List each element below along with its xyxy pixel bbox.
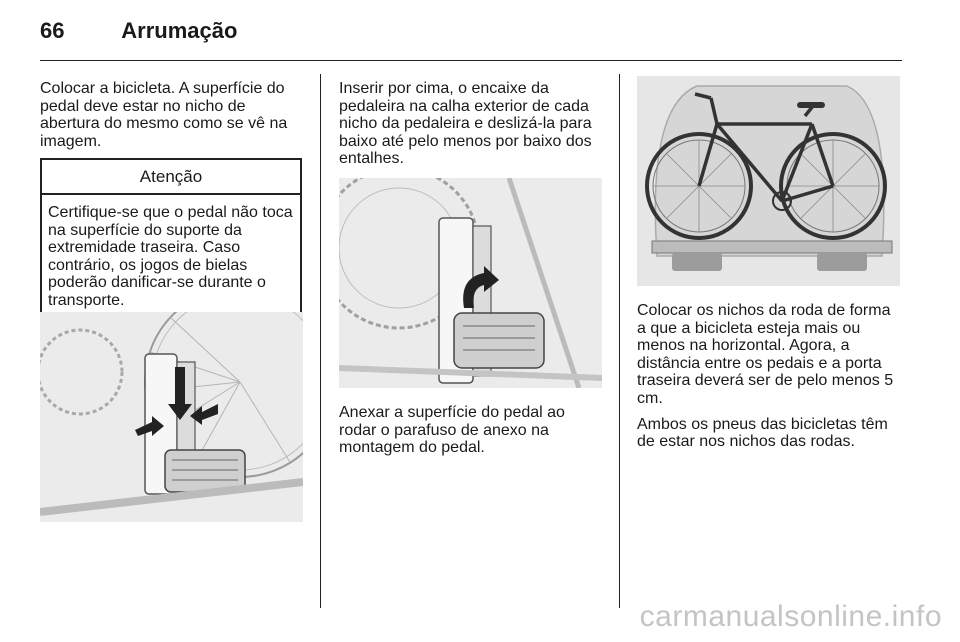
warning-box — [40, 158, 302, 319]
warning-title: Atenção — [42, 160, 300, 195]
column-divider-1 — [320, 74, 321, 608]
page-number: 66 — [40, 18, 65, 43]
column2-paragraph-2: Anexar a superfície do pedal ao rodar o parafuso de anexo na montagem do pedal. — [339, 404, 565, 457]
column3-paragraph-1: Colocar os nichos da roda de forma a que a bicicleta esteja mais ou menos na horizontal. Agora, a distância entre os pedais e a porta traseira deverá ser de pelo menos 5 cm. — [637, 302, 894, 407]
column-3 — [637, 302, 899, 459]
column-2-lower — [339, 404, 605, 465]
pedal-mount-illustration — [40, 312, 303, 522]
page-header — [40, 18, 237, 44]
page-title: Arrumação — [121, 18, 238, 43]
column-1 — [40, 80, 306, 320]
bicycle-on-carrier-illustration — [637, 76, 900, 286]
header-rule — [40, 60, 902, 61]
column3-paragraph-2: Ambos os pneus das bicicletas têm de estar nos nichos das rodas. — [637, 415, 888, 451]
pedal-slide-illustration — [339, 178, 602, 388]
intro-paragraph: Colocar a bicicleta. A superfície do pedal deve estar no nicho de abertura do mesmo como se vê na imagem. — [40, 80, 288, 150]
column-2 — [339, 80, 605, 176]
warning-body: Certifique-se que o pedal não toca na superfície do suporte da extremidade traseira. Caso contrário, os jogos de bielas poderão danificar-se durante o transporte. — [48, 203, 293, 309]
column2-paragraph-1: Inserir por cima, o encaixe da pedaleira na calha exterior de cada nicho da pedaleira e deslizá-la para baixo até pelo menos por baixo dos entalhes. — [339, 80, 592, 168]
column-divider-2 — [619, 74, 620, 608]
watermark: carmanualsonline.info — [639, 600, 942, 633]
